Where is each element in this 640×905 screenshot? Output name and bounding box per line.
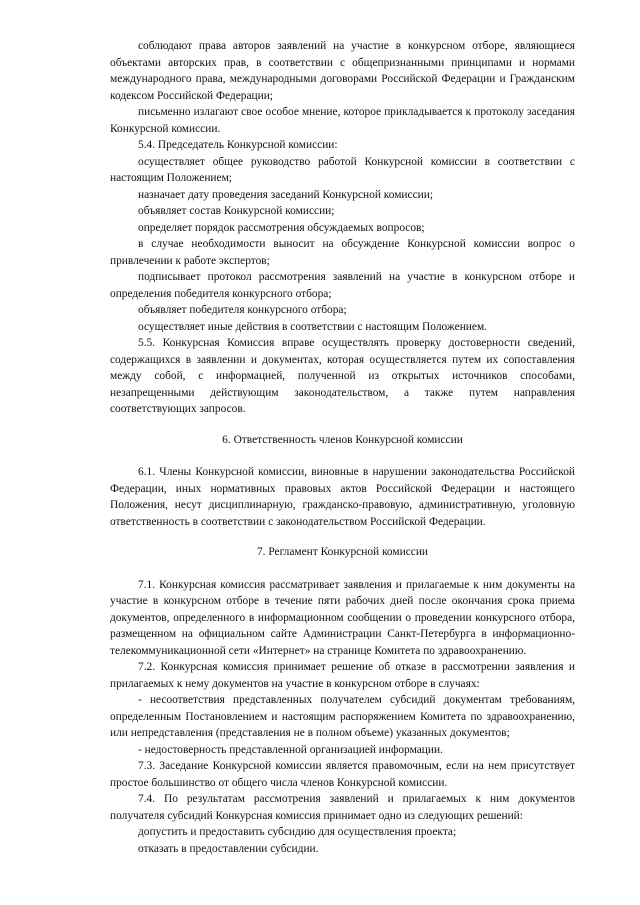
paragraph: осуществляет общее руководство работой Конкурсной комиссии в соответствии с настоящим Положением; (110, 155, 575, 184)
paragraph: объявляет состав Конкурсной комиссии; (138, 205, 335, 217)
paragraph: 7.3. Заседание Конкурсной комиссии является правомочным, если на нем присутствует простое большинство от общего числа членов Конкурсной комиссии. (110, 760, 575, 789)
section-7-heading: 7. Регламент Конкурсной комиссии (256, 546, 429, 558)
paragraph: в случае необходимости выносит на обсуждение Конкурсной комиссии вопрос о привлечении к работе экспертов; (110, 238, 575, 267)
paragraph: соблюдают права авторов заявлений на участие в конкурсном отборе, являющиеся объектами авторских прав, в соответствии с общепризнанными принципами и нормами международного права, международными договорами Российской Федерации и Гражданским кодексом Российской Федерации; (110, 40, 575, 102)
paragraph: отказать в предоставлении субсидии. (138, 842, 319, 855)
section-6-heading: 6. Ответственность членов Конкурсной комиссии (222, 433, 463, 446)
paragraph: 5.5. Конкурсная Комиссия вправе осуществлять проверку достоверности сведений, содержащихся в заявлении и документах, которая осуществляется путем их сопоставления между собой, с информацией, полученной из открытых источников способами, незапрещенными действующим законодательством, а также путем направления соответствующих запросов. (110, 337, 575, 415)
paragraph: 7.1. Конкурсная комиссия рассматривает заявления и прилагаемые к ним документы на участие в конкурсном отборе в течение пяти рабочих дней после окончания срока приема документов, определенного в информационном сообщении о проведении конкурсного отбора, размещенном на официальном сайте Администрации Санкт-Петербурга в информационно-телекоммуникационной сети «Интернет» на странице Комитета по здравоохранению. (110, 578, 575, 657)
paragraph: 5.4. Председатель Конкурсной комиссии: (138, 139, 338, 151)
paragraph: - несоответствия представленных получателем субсидий документам требованиям, определенным Постановлением и настоящим распоряжением Комитета по здравоохранению, или непредставления (представления не в полном объеме) указанных документов; (110, 694, 575, 739)
paragraph: подписывает протокол рассмотрения заявлений на участие в конкурсном отборе и определения победителя конкурсного отбора; (110, 271, 575, 300)
paragraph: определяет порядок рассмотрения обсуждаемых вопросов; (138, 221, 425, 234)
paragraph: 7.2. Конкурсная комиссия принимает решение об отказе в рассмотрении заявления и прилагаемых к нему документов на участие в конкурсном отборе в случаях: (110, 661, 575, 690)
paragraph: - недостоверность представленной организацией информации. (138, 743, 443, 756)
document-page (110, 38, 575, 857)
paragraph: 7.4. По результатам рассмотрения заявлений и прилагаемых к ним документов получателя субсидий Конкурсная комиссия принимает одно из следующих решений: (110, 793, 575, 822)
paragraph: допустить и предоставить субсидию для осуществления проекта; (138, 826, 457, 838)
paragraph: письменно излагают свое особое мнение, которое прикладывается к протоколу заседания Конкурсной комиссии. (110, 106, 575, 135)
paragraph: осуществляет иные действия в соответствии с настоящим Положением. (138, 320, 488, 333)
paragraph: 6.1. Члены Конкурсной комиссии, виновные в нарушении законодательства Российской Федерации, иных нормативных правовых актов Российской Федерации и настоящего Положения, несут дисциплинарную, гражданско-правовую, административную, уголовную ответственность в соответствии с законодательством Российской Федерации. (110, 466, 575, 528)
paragraph: объявляет победителя конкурсного отбора; (138, 304, 347, 316)
paragraph: назначает дату проведения заседаний Конкурсной комиссии; (138, 188, 433, 201)
